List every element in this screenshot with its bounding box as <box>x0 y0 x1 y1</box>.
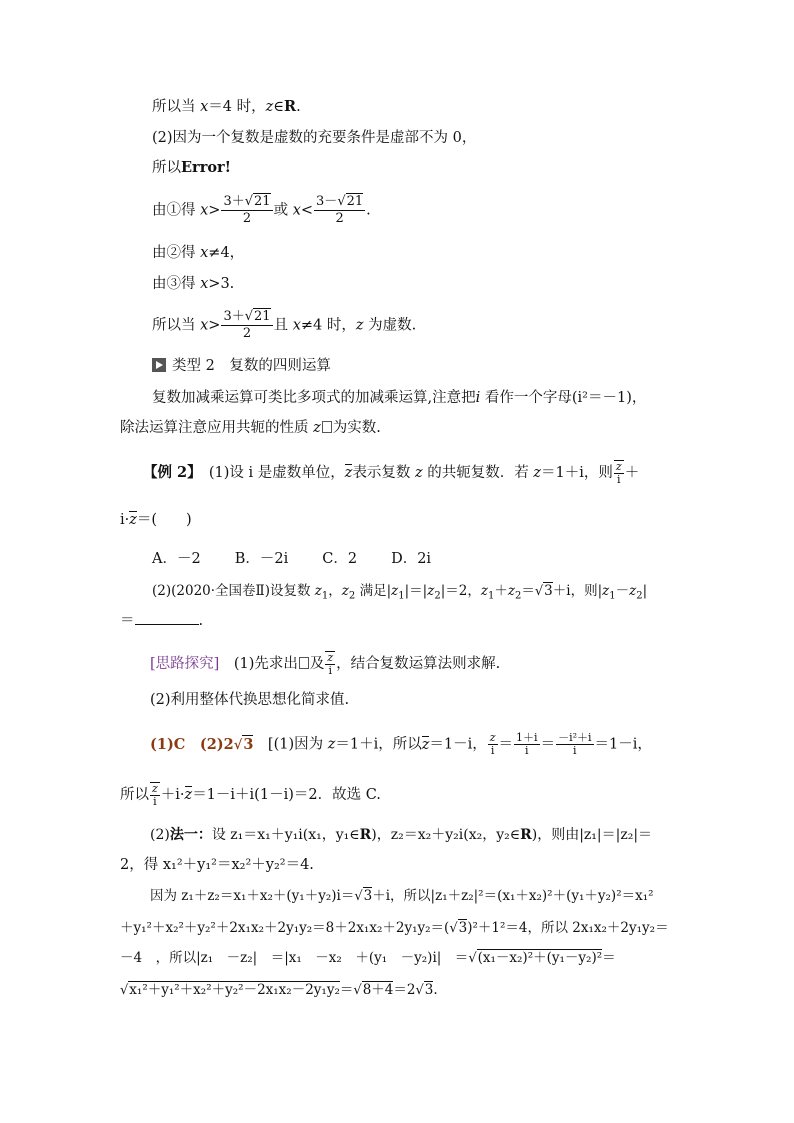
denominator: i <box>617 473 621 486</box>
example-line-1 <box>143 460 639 486</box>
text: ＝1＋i，所以 <box>335 736 422 753</box>
options-row <box>152 549 465 569</box>
text: . <box>433 982 438 998</box>
z-conjugate: z <box>184 787 193 803</box>
text: ， <box>328 583 342 599</box>
text: ＝4 时， <box>208 99 266 115</box>
play-triangle-icon <box>152 358 166 372</box>
radicand: 21 <box>254 194 271 209</box>
think-line-1 <box>150 651 500 677</box>
text: 满足| <box>355 583 392 599</box>
denominator: 2 <box>335 211 344 226</box>
denominator: 2 <box>242 326 252 341</box>
fraction <box>614 460 624 486</box>
denominator: 2 <box>242 211 252 226</box>
method-line-5: －4 ，所以|z₁ －z₂| ＝|x₁ －x₂ ＋(y₁ －y₂)i| ＝√(x₁－x₂)²＋(y₁－y₂)²＝ <box>120 950 616 966</box>
line-10 <box>120 418 381 438</box>
denominator: i <box>328 664 333 677</box>
question-2-line-1: (2)(2020·全国卷Ⅱ)设复数 $z_1$，$z_2$ 满足$|z_1|=|z_2|=2$，$z_1+z_2=√3+i$，则$|z_1-z_2|$ <box>152 583 648 602</box>
real-set: R <box>359 827 372 843</box>
answer-line-1 <box>150 732 652 757</box>
var-z: z <box>327 736 336 753</box>
text: ＝1－i＋i(1－i)＝2．故选 C. <box>192 787 381 803</box>
numerator: z <box>327 651 334 664</box>
line-6 <box>152 274 234 294</box>
text: ＝ <box>521 583 535 599</box>
fraction <box>150 782 160 808</box>
text: . <box>296 99 301 115</box>
radicand: 3 <box>458 920 468 936</box>
example-line-2 <box>120 510 192 530</box>
denominator: i <box>153 795 157 808</box>
text: ＋i，所以|z₁＋z₂|²＝(x₁＋x₂)²＋(y₁＋y₂)²＝x₁² <box>372 888 654 904</box>
answer-blank[interactable] <box>135 612 199 625</box>
var-z: z <box>355 317 364 334</box>
var-z: z <box>313 420 321 436</box>
text: ＝ <box>339 982 354 998</box>
var-z: z <box>415 465 423 481</box>
text: ＝ <box>540 736 556 753</box>
text: 因为 z₁＋z₂＝x₁＋x₂＋(y₁＋y₂)i＝ <box>150 888 355 904</box>
text: )，z₂＝x₂＋y₂i(x₂，y₂∈ <box>371 827 521 843</box>
var-z: z <box>533 465 542 481</box>
line-9 <box>152 388 646 408</box>
text: )，则由|z₁|＝|z₂|＝ <box>531 827 653 843</box>
var-z: z <box>602 583 610 599</box>
method-line-4: ＋y₁²＋x₂²＋y₂²＋2x₁x₂＋2y₁y₂＝8＋2x₁x₂＋2y₁y₂＝(√3)²＋1²＝4，所以 2x₁x₂＋2y₁y₂＝ <box>120 920 669 936</box>
answer-label: (1)C (2)2√3 <box>150 735 254 753</box>
text: ＝1－i， <box>429 736 487 753</box>
radicand: 3 <box>363 888 373 904</box>
denominator: i <box>573 744 577 757</box>
option-c: C．2 <box>322 551 358 567</box>
text: 为虚数. <box>363 317 417 334</box>
text: 所以当 <box>152 99 201 115</box>
answer-line-2 <box>120 782 381 808</box>
text: 且 <box>273 317 293 334</box>
line-1 <box>152 97 301 117</box>
method-line-3: 因为 z₁＋z₂＝x₁＋x₂＋(y₁＋y₂)i＝√3＋i，所以|z₁＋z₂|²＝(x₁＋x₂)²＋(y₁＋y₂)²＝x₁² <box>150 888 654 904</box>
text: 3－ <box>316 194 338 209</box>
var-z: z <box>341 583 349 599</box>
text: | <box>642 583 648 599</box>
option-b: B．－2i <box>234 551 289 567</box>
var-x: x <box>200 276 209 292</box>
think-label: [思路探究] <box>150 656 220 672</box>
var-x: x <box>200 245 209 261</box>
example-label: 【例 2】 <box>143 464 195 481</box>
text: ＝ <box>602 950 616 966</box>
text: 3＋ <box>223 309 245 324</box>
text: 3＋ <box>223 194 245 209</box>
text: 所以 <box>152 160 181 176</box>
text: (2)(2020·全国卷Ⅱ)设复数 <box>152 583 315 599</box>
fraction <box>488 732 498 757</box>
section-heading <box>152 356 331 376</box>
text: [(1)因为 <box>253 736 328 753</box>
method-label: 法一： <box>169 827 212 843</box>
z-conjugate: z <box>129 512 137 528</box>
text: ＋i· <box>160 787 185 803</box>
question-2-line-2 <box>120 611 203 631</box>
text: －4 ，所以|z₁ －z₂| ＝|x₁ －x₂ ＋(y₁ －y₂)i| ＝ <box>120 950 469 966</box>
var-z: z <box>427 583 435 599</box>
fraction <box>325 651 335 677</box>
radicand: 21 <box>254 309 271 324</box>
text: ∈ <box>273 99 285 115</box>
text: 除法运算注意应用共轭的性质 <box>120 420 314 436</box>
radicand: 8＋4 <box>362 982 394 998</box>
line-2: (2)因为一个复数是虚数的充要条件是虚部不为 0， <box>152 130 477 146</box>
text: >3. <box>208 276 235 292</box>
real-set: R <box>520 827 532 843</box>
text: ≠4 时， <box>300 317 356 334</box>
text: 由①得 <box>152 202 201 219</box>
box-glyph-icon <box>299 657 309 669</box>
text: ＝1＋i，则 <box>541 465 613 481</box>
fraction: $\frac{3-√21}{2}$ <box>316 194 364 226</box>
radicand: 3 <box>243 735 254 753</box>
text: (1)设 i 是虚数单位， <box>194 465 345 481</box>
text: . <box>198 613 204 629</box>
radicand: x₁²＋y₁²＋x₂²＋y₂²－2x₁x₂－2y₁y₂ <box>129 982 340 998</box>
text: i· <box>120 512 130 528</box>
text: ＝( ) <box>136 512 192 528</box>
text: . <box>366 202 371 219</box>
method-line-6: √x₁²＋y₁²＋x₂²＋y₂²－2x₁x₂－2y₁y₂＝√8＋4＝2√3. <box>120 982 438 998</box>
method-line-2: 2，得 x₁²＋y₁²＝x₂²＋y₂²＝4. <box>120 857 314 873</box>
line-3 <box>152 158 231 178</box>
text: 为实数. <box>332 420 381 436</box>
text: ＝ <box>498 736 514 753</box>
line-4 <box>152 194 371 227</box>
real-set: R <box>284 98 297 115</box>
text: ＋y₁²＋x₂²＋y₂²＋2x₁x₂＋2y₁y₂＝8＋2x₁x₂＋2y₁y₂＝( <box>120 920 450 936</box>
think-line-2: (2)利用整体代换思想化简求值. <box>150 692 350 708</box>
radicand: 3 <box>544 583 553 599</box>
text: )²＋1²＝4，所以 2x₁x₂＋2y₁y₂＝ <box>467 920 669 936</box>
line-5 <box>152 243 244 263</box>
text: 表示复数 <box>352 465 416 481</box>
text: ＝2 <box>393 982 416 998</box>
numerator: 1＋i <box>516 731 538 744</box>
option-a: A．－2 <box>152 551 201 567</box>
var-x: x <box>200 317 209 334</box>
text: 所以 <box>120 787 149 803</box>
text: ≠4， <box>208 245 245 261</box>
radicand: (x₁－x₂)²＋(y₁－y₂)² <box>477 950 603 966</box>
var-z: z <box>629 583 637 599</box>
radicand: 3 <box>424 982 434 998</box>
var-x: x <box>200 99 209 115</box>
text: 的共轭复数．若 <box>422 465 534 481</box>
fraction <box>556 732 593 757</box>
text: ＋ <box>494 583 508 599</box>
text: 所以当 <box>152 317 201 334</box>
radicand: 21 <box>346 194 364 209</box>
fraction <box>514 732 540 757</box>
box-glyph-icon <box>322 421 332 433</box>
text: 或 <box>273 202 293 219</box>
text: ＋ <box>624 465 640 481</box>
text: ＝ <box>120 613 135 629</box>
z-conjugate: z <box>421 736 430 753</box>
var-z: z <box>480 583 488 599</box>
method-line-1 <box>150 825 652 845</box>
var-z: z <box>265 99 274 115</box>
text: (1)C (2)2 <box>150 735 234 753</box>
var-i: i <box>475 390 481 406</box>
fraction: $\frac{3+√21}{2}$ <box>223 194 271 226</box>
text: 复数加减乘运算可类比多项式的加减乘运算,注意把 <box>152 390 476 406</box>
text: － <box>615 583 630 599</box>
var-x: x <box>292 317 301 334</box>
section-title: 类型 2 复数的四则运算 <box>172 358 331 374</box>
error-text: Error! <box>181 159 232 176</box>
var-x: x <box>292 202 301 219</box>
text: 及 <box>309 656 325 672</box>
text: 看作一个字母(i²＝－1)， <box>480 390 647 406</box>
denominator: i <box>490 744 495 757</box>
denominator: i <box>525 744 529 757</box>
text: (2) <box>150 827 170 843</box>
numerator: －i²＋i <box>558 731 592 744</box>
text: < <box>300 202 314 219</box>
text: |＝| <box>404 583 428 599</box>
var-z: z <box>391 583 399 599</box>
text: |＝2， <box>440 583 481 599</box>
text: 设 z₁＝x₁＋y₁i(x₁，y₁∈ <box>211 827 360 843</box>
numerator: z <box>489 731 496 744</box>
option-d: D．2i <box>391 551 432 567</box>
numerator: z <box>152 782 158 795</box>
text: 由③得 <box>152 276 201 292</box>
text: ＋i，则| <box>552 583 603 599</box>
text: ，结合复数运算法则求解. <box>336 656 501 672</box>
var-z: z <box>314 583 322 599</box>
fraction: $\frac{3+√21}{2}$ <box>223 309 271 341</box>
var-z: z <box>507 583 515 599</box>
numerator: z <box>615 460 622 473</box>
text: ＝1－i， <box>594 736 652 753</box>
text: 由②得 <box>152 245 201 261</box>
text: > <box>208 202 221 219</box>
line-7 <box>152 309 416 342</box>
var-x: x <box>200 202 209 219</box>
z-conjugate: z <box>344 465 353 481</box>
text: > <box>208 317 221 334</box>
text: (1)先求出 <box>219 656 298 672</box>
